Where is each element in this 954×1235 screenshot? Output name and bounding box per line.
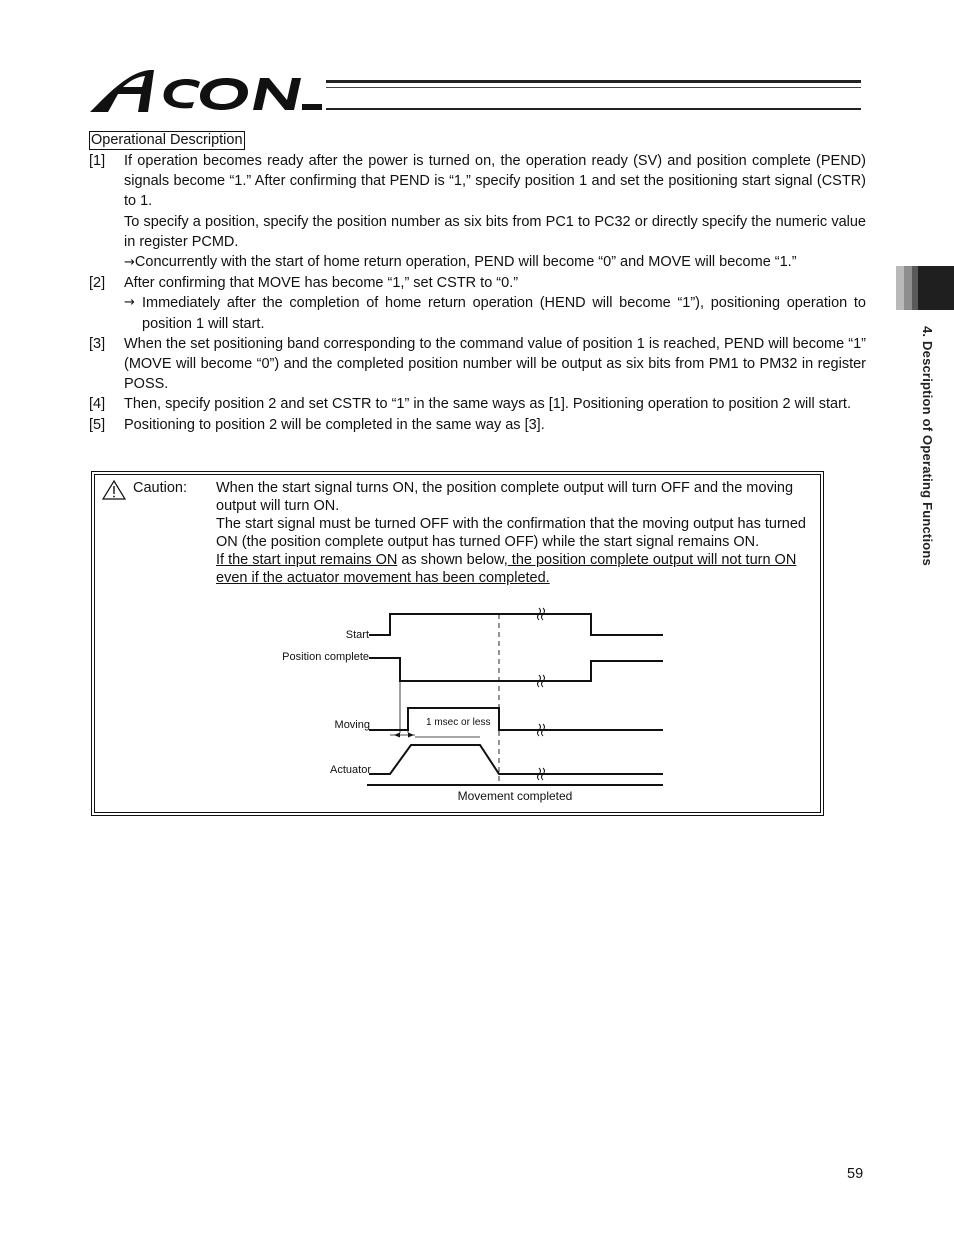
arrow-icon: → [124, 255, 135, 271]
signal-label-moving: Moving [334, 719, 370, 731]
step-number: [2] [89, 275, 106, 292]
step-result: → Immediately after the completion of home return operation (HEND will become “1”), positioning operation to position 1 will start. [124, 293, 866, 333]
step-text: To specify a position, specify the position number as six bits from PC1 to PC32 or directly specify the numeric value in register PCMD. [124, 213, 866, 250]
chapter-tab [896, 266, 954, 310]
diagram-footer: Movement completed [457, 789, 573, 803]
page-header [88, 60, 863, 116]
step-text: Positioning to position 2 will be completed in the same way as [3]. [124, 416, 545, 433]
caution-paragraph: The start signal must be turned OFF with the confirmation that the moving output has turned ON (the position complete output has turned OFF) while the start signal remains ON. [216, 516, 806, 550]
position-complete-line [369, 658, 663, 681]
signal-label-position-complete: Position complete [282, 651, 369, 663]
arrow-icon: → [124, 295, 135, 311]
header-rule [326, 87, 861, 88]
step-text: After confirming that MOVE has become “1,” set CSTR to “0.” [124, 275, 519, 292]
signal-label-start: Start [345, 629, 369, 641]
step-number: [5] [89, 416, 106, 433]
step-text: Then, specify position 2 and set CSTR to “1” in the same ways as [1]. Positioning operation to position 2 will start. [124, 396, 851, 413]
chapter-label: 4. Description of Operating Functions [920, 326, 935, 566]
caution-paragraph: If the start input remains ON as shown below, the position complete output will not turn ON even if the actuator movement has been completed. [216, 552, 797, 586]
step-1 [89, 151, 866, 273]
timing-diagram [95, 475, 820, 812]
header-rule [326, 108, 861, 110]
caution-box [91, 471, 824, 816]
timing-annotation: 1 msec or less [426, 717, 491, 728]
moving-line [369, 708, 663, 730]
step-4 [89, 394, 866, 414]
caution-paragraph: When the start signal turns ON, the position complete output will turn OFF and the moving output will turn ON. [216, 480, 794, 514]
step-text: When the set positioning band corresponding to the command value of position 1 is reached, PEND will become “1” (MOVE will become “0”) and the completed position number will be output as six bits from PM1 to PM32 in register POSS. [124, 335, 866, 393]
step-3 [89, 334, 866, 395]
caution-label: Caution: [133, 480, 188, 496]
step-number: [3] [89, 335, 106, 352]
step-number: [1] [89, 153, 106, 169]
acon-logo [88, 64, 324, 114]
section-title: Operational Description [91, 132, 243, 148]
step-result: →Concurrently with the start of home return operation, PEND will become “0” and MOVE will become “1.” [124, 254, 797, 271]
steps-list [89, 151, 866, 435]
actuator-line [369, 745, 663, 774]
step-2 [89, 273, 866, 334]
start-signal-line [369, 614, 663, 635]
signal-label-actuator: Actuator [330, 764, 371, 776]
header-rule [326, 80, 861, 83]
step-number: [4] [89, 396, 106, 413]
step-text: If operation becomes ready after the power is turned on, the operation ready (SV) and position complete (PEND) signals become “1.” After confirming that PEND is “1,” specify position 1 and set the positioning start signal (CSTR) to 1. [124, 153, 866, 210]
page-number: 59 [847, 1166, 864, 1182]
step-5 [89, 415, 866, 435]
